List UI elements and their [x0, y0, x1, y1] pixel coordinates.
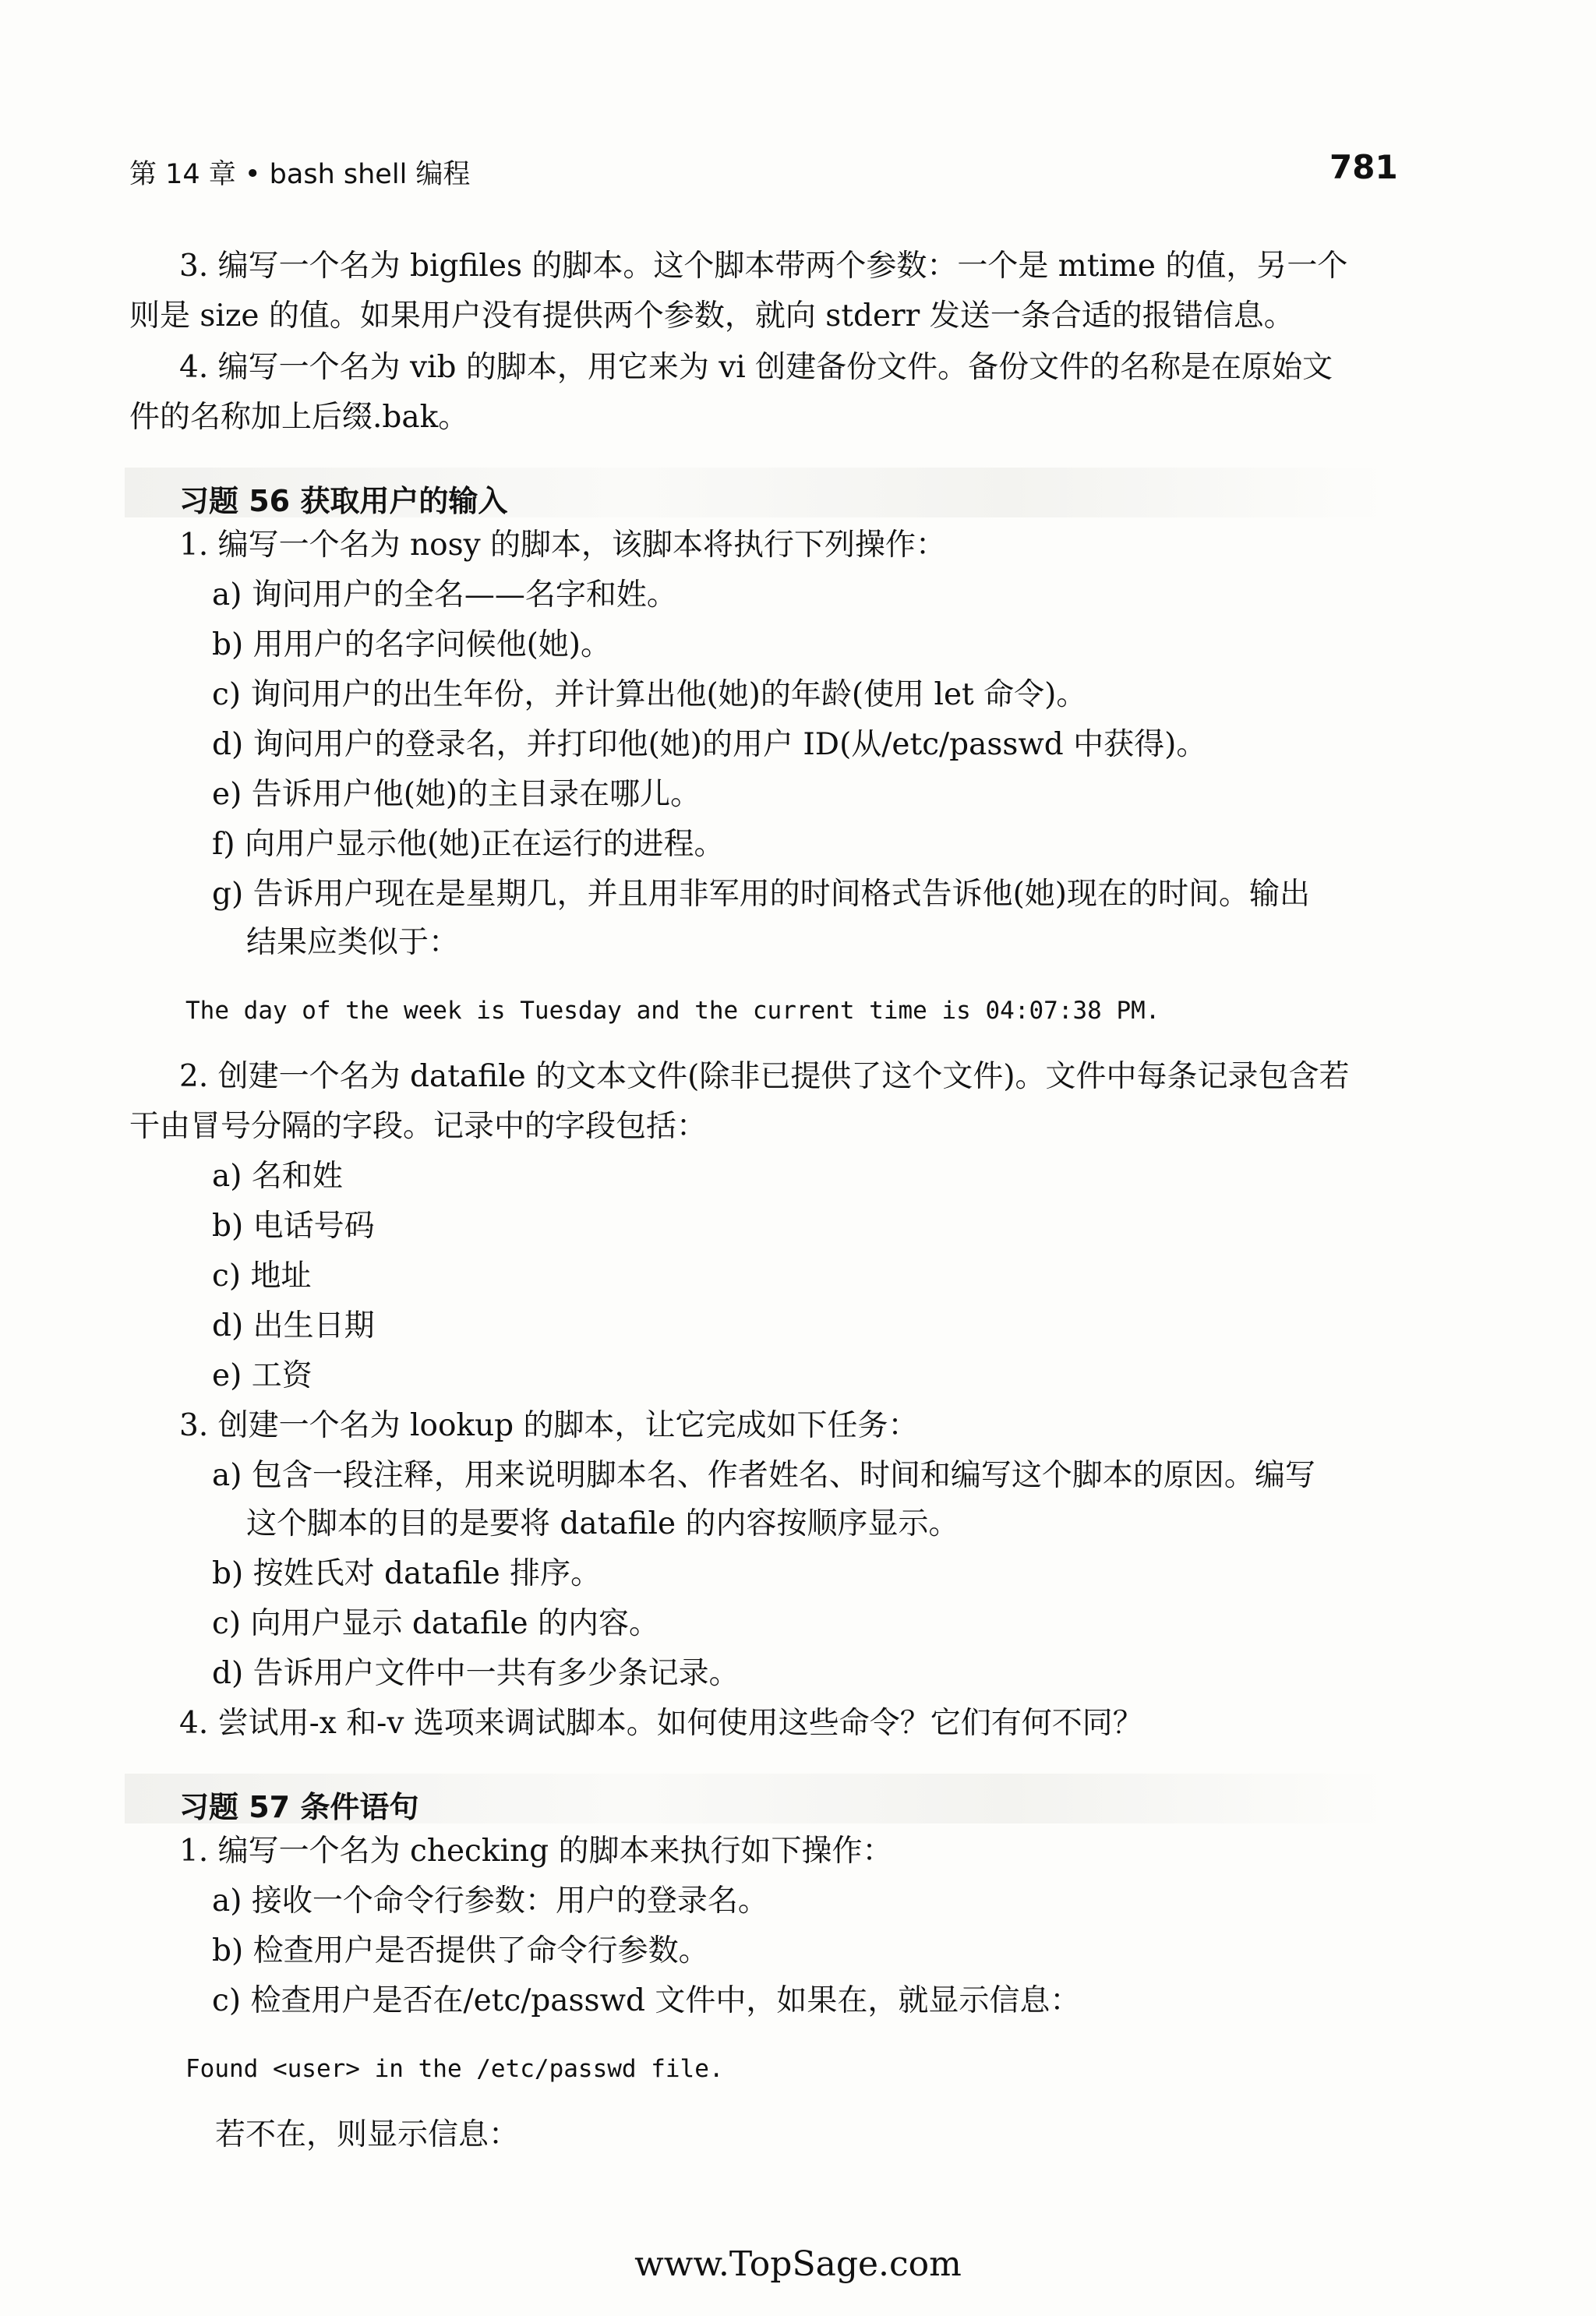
list-item: a) 接收一个命令行参数：用户的登录名。 [212, 1884, 768, 1919]
list-item: d) 告诉用户文件中一共有多少条记录。 [212, 1656, 740, 1691]
list-item: 1. 编写一个名为 nosy 的脚本，该脚本将执行下列操作： [179, 528, 947, 563]
paragraph-line: 4. 编写一个名为 vib 的脚本，用它来为 vi 创建备份文件。备份文件的名称是在原始文 [179, 350, 1333, 385]
list-item: c) 询问用户的出生年份，并计算出他(她)的年龄(使用 let 命令)。 [212, 677, 1087, 712]
section-heading: 习题 56 获取用户的输入 [179, 484, 508, 518]
list-item: a) 名和姓 [212, 1159, 343, 1194]
section-heading: 习题 57 条件语句 [179, 1790, 419, 1824]
paragraph-line: 若不在，则显示信息： [215, 2117, 520, 2152]
list-item: a) 询问用户的全名——名字和姓。 [212, 577, 677, 613]
list-item: c) 向用户显示 datafile 的内容。 [212, 1606, 659, 1641]
list-item: b) 电话号码 [212, 1209, 375, 1244]
list-item-continuation: 这个脚本的目的是要将 datafile 的内容按顺序显示。 [246, 1506, 959, 1541]
paragraph-line: 干由冒号分隔的字段。记录中的字段包括： [129, 1109, 708, 1144]
page-number: 781 [1329, 148, 1398, 186]
paragraph-line: 则是 size 的值。如果用户没有提供两个参数，就向 stderr 发送一条合适的报错信息。 [129, 298, 1294, 334]
list-item: d) 询问用户的登录名，并打印他(她)的用户 ID(从/etc/passwd 中获得)。 [212, 727, 1207, 762]
list-item: e) 告诉用户他(她)的主目录在哪儿。 [212, 777, 701, 812]
paragraph-line: 2. 创建一个名为 datafile 的文本文件(除非已提供了这个文件)。文件中每条记录包含若 [179, 1059, 1350, 1094]
list-item: a) 包含一段注释，用来说明脚本名、作者姓名、时间和编写这个脚本的原因。编写 [212, 1458, 1315, 1493]
code-sample: Found <user> in the /etc/passwd file. [185, 2055, 724, 2083]
list-item: g) 告诉用户现在是星期几，并且用非军用的时间格式告诉他(她)现在的时间。输出 [212, 877, 1311, 912]
list-item: b) 检查用户是否提供了命令行参数。 [212, 1933, 709, 1968]
list-item: 3. 创建一个名为 lookup 的脚本，让它完成如下任务： [179, 1408, 919, 1443]
list-item: b) 用用户的名字问候他(她)。 [212, 627, 612, 662]
list-item: b) 按姓氏对 datafile 排序。 [212, 1556, 602, 1591]
list-item: d) 出生日期 [212, 1308, 375, 1343]
list-item: e) 工资 [212, 1358, 312, 1393]
list-item: 1. 编写一个名为 checking 的脚本来执行如下操作： [179, 1834, 893, 1869]
list-item: f) 向用户显示他(她)正在运行的进程。 [212, 827, 725, 862]
paragraph-line: 3. 编写一个名为 bigfiles 的脚本。这个脚本带两个参数：一个是 mtime 的值，另一个 [179, 249, 1348, 284]
paragraph-line: 件的名称加上后缀.bak。 [129, 400, 469, 435]
list-item-continuation: 结果应类似于： [246, 925, 460, 960]
footer-url: www.TopSage.com [634, 2244, 962, 2284]
code-sample: The day of the week is Tuesday and the current time is 04:07:38 PM. [185, 997, 1160, 1025]
running-header: 第 14 章 • bash shell 编程 [129, 159, 471, 190]
list-item: c) 检查用户是否在/etc/passwd 文件中，如果在，就显示信息： [212, 1983, 1081, 2018]
list-item: 4. 尝试用-x 和-v 选项来调试脚本。如何使用这些命令？它们有何不同？ [179, 1706, 1143, 1741]
list-item: c) 地址 [212, 1259, 312, 1294]
